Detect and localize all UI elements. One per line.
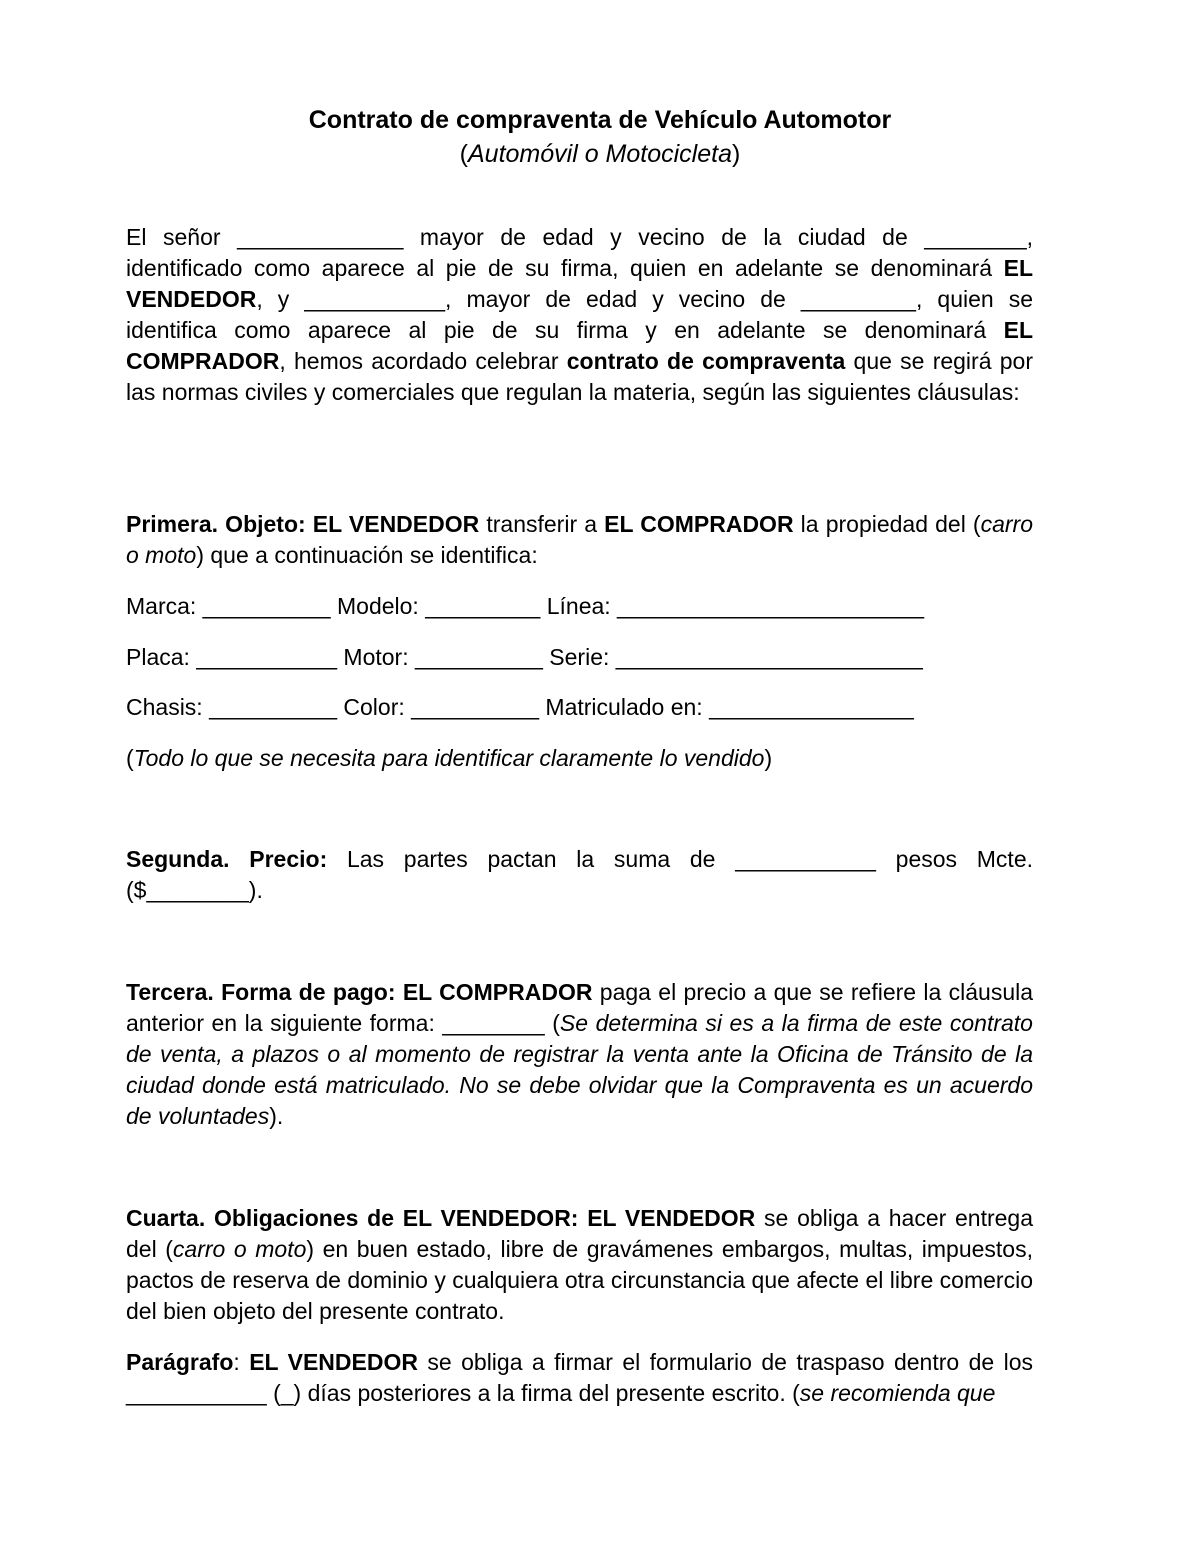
primera-comprador: EL COMPRADOR <box>604 511 794 537</box>
intro-contrato: contrato de compraventa <box>566 348 846 374</box>
note-close: ) <box>764 745 773 771</box>
clause-segunda <box>126 844 1033 906</box>
tercera-italic: Se determina si es a la firma de este contrato de venta, a plazos o al momento de registrar la venta ante la Oficina de Tránsito de la ciudad donde está matriculado. No se debe olvidar que la Compraventa es un acuerdo de voluntades <box>126 1010 1033 1129</box>
paragrafo-colon: : <box>233 1349 250 1375</box>
subtitle-text: Automóvil o Motocicleta <box>467 140 732 168</box>
segunda-text: Las partes pactan la suma de ___________ pesos Mcte. ($________). <box>126 846 1033 903</box>
note-text: Todo lo que se necesita para identificar claramente lo vendido <box>133 745 765 771</box>
fields-row-1: Marca: __________ Modelo: _________ Línea: ________________________ <box>126 593 925 619</box>
intro-text-4: que se regirá por las normas civiles y comerciales que regulan la materia, según las siguientes cláusulas: <box>126 348 1033 405</box>
primera-heading: Primera. Objeto: <box>126 511 306 537</box>
intro-text-3: , hemos acordado celebrar <box>279 348 567 374</box>
document-title: Contrato de compraventa de Vehículo Automotor <box>308 106 892 134</box>
primera-vendedor: EL VENDEDOR <box>312 511 480 537</box>
paragrafo-italic: se recomienda que <box>799 1380 996 1406</box>
subtitle-close: ) <box>732 140 741 168</box>
cuarta-text-2: ) en buen estado, libre de gravámenes embargos, multas, impuestos, pactos de reserva de dominio y cualquiera otra circunstancia que afecte el libre comercio del bien objeto del presente contrato. <box>126 1236 1033 1324</box>
intro-comprador: EL COMPRADOR <box>126 317 1033 374</box>
intro-vendedor: EL VENDEDOR <box>126 255 1033 312</box>
subtitle-open: ( <box>459 140 468 168</box>
primera-text-3: ) que a continuación se identifica: <box>196 542 538 568</box>
intro-paragraph <box>126 222 1033 408</box>
fields-row-2: Placa: ___________ Motor: __________ Serie: ________________________ <box>126 644 923 670</box>
cuarta-italic: carro o moto <box>172 1236 307 1262</box>
paragrafo-text-1: se obliga a firmar el formulario de traspaso dentro de los ___________ (_) días posteriores a la firma del presente escrito. ( <box>126 1349 1034 1406</box>
primera-italic: carro o moto <box>126 511 1034 568</box>
clause-cuarta <box>126 1203 1033 1327</box>
primera-text-2: la propiedad del ( <box>793 511 981 537</box>
intro-text-2: , y ___________, mayor de edad y vecino de _________, quien se identifica como aparece al pie de su firma y en adelante se denominará <box>126 286 1033 343</box>
document-subtitle <box>0 138 1200 170</box>
clause-primera <box>126 509 1033 571</box>
tercera-heading: Tercera. Forma de pago: <box>126 979 396 1005</box>
intro-text-1: El señor _____________ mayor de edad y vecino de la ciudad de ________, identificado como aparece al pie de su firma, quien en adelante se denominará <box>126 224 1033 281</box>
segunda-heading: Segunda. Precio: <box>126 846 328 872</box>
fields-note <box>126 743 1033 774</box>
cuarta-text-1: se obliga a hacer entrega del ( <box>126 1205 1034 1262</box>
tercera-comprador: EL COMPRADOR <box>402 979 593 1005</box>
fields-row-3: Chasis: __________ Color: __________ Matriculado en: ________________ <box>126 694 914 720</box>
tercera-text-1: paga el precio a que se refiere la cláusula anterior en la siguiente forma: ________ ( <box>126 979 1034 1036</box>
primera-text-1: transferir a <box>479 511 605 537</box>
note-open: ( <box>126 745 134 771</box>
paragrafo-vendedor: EL VENDEDOR <box>249 1349 418 1375</box>
cuarta-heading: Cuarta. Obligaciones de EL VENDEDOR: <box>126 1205 579 1231</box>
paragrafo <box>126 1347 1033 1409</box>
cuarta-vendedor: EL VENDEDOR <box>587 1205 756 1231</box>
tercera-text-2: ). <box>269 1103 284 1129</box>
paragrafo-heading: Parágrafo <box>126 1349 234 1375</box>
clause-tercera <box>126 977 1033 1132</box>
